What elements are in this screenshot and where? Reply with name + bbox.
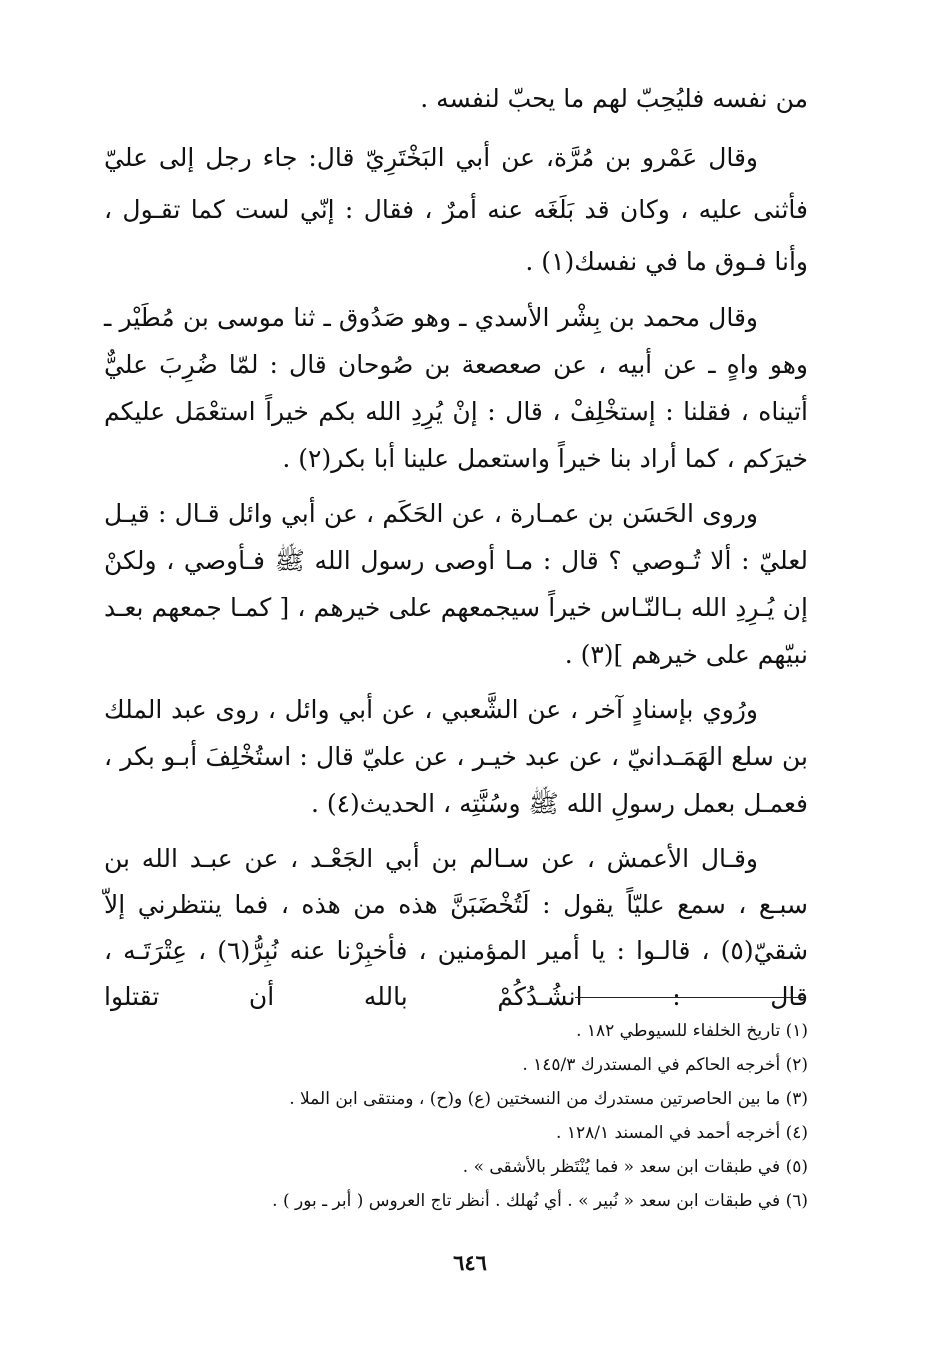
footnote-2: (٢) أخرجه الحاكم في المستدرك ١٤٥/٣ . xyxy=(522,1055,808,1075)
footnote-3: (٣) ما بين الحاصرتين مستدرك من النسختين (ع) و(ح) ، ومنتقى ابن الملا . xyxy=(289,1089,808,1109)
footnote-6: (٦) في طبقات ابن سعد « نُبير » . أي نُهلك . أنظر تاج العروس ( أبر ـ بور ) . xyxy=(272,1191,808,1211)
page-number: ٦٤٦ xyxy=(453,1250,487,1275)
footnotes-list xyxy=(240,1014,808,1218)
paragraph-another-isnad: ورُوي بإسنادٍ آخر ، عن الشَّعبي ، عن أبي وائل ، روى عبد الملك بن سلع الهَمَـدانيّ ، عن عبد خيـر ، عن عليّ قال : استُخْلِفَ أبـو بكر ، فعمـل بعمل رسولِ الله ﷺ وسُنَّتِه ، الحديث(٤) . xyxy=(104,695,808,818)
footnote-1: (١) تاريخ الخلفاء للسيوطي ١٨٢ . xyxy=(576,1021,808,1041)
paragraph-al-amash: وقـال الأعمش ، عن سـالم بن أبي الجَعْـد ، عن عبـد الله بن سبـع ، سمع عليّاً يقول : لَتُخْضَبَنَّ هذه من هذه ، فما ينتظرني إلاّ شقيّ(٥) ، قالـوا : يا أمير المؤمنين ، فأخبِرْنا عنه نُبِرُّ(٦) ، عِتْرَتَـه ، قال : انشُـدُكُمْ بالله أن تقتلوا xyxy=(104,844,809,1011)
paragraph-amr-ibn-murra: وقال عَمْرو بن مُرَّة، عن أبي البَخْتَرِيّ قال: جاء رجل إلى عليّ فأثنى عليه ، وكان قد بَلَغَه عنه أمرٌ ، فقال : إنّي لست كما تقـول ، وأنا فـوق ما في نفسك(١) . xyxy=(104,143,808,276)
footnote-separator xyxy=(575,997,805,998)
paragraph-continuation: من نفسه فليُحِبّ لهم ما يحبّ لنفسه . xyxy=(420,84,808,113)
footnote-4: (٤) أخرجه أحمد في المسند ١٢٨/١ . xyxy=(556,1123,808,1143)
paragraph-hasan-ibn-umara: وروى الحَسَن بن عمـارة ، عن الحَكَم ، عن أبي وائل قـال : قيـل لعليّ : ألا تُـوصي ؟ قال : مـا أوصى رسول الله ﷺ فـأوصي ، ولكنْ إن يُـرِدِ الله بـالنّـاس خيراً سيجمعهم على خيرهم ، [ كمـا جمعهم بعـد نبيّهم على خيرهم ](٣) . xyxy=(104,499,808,669)
footnote-5: (٥) في طبقات ابن سعد « فما يُنْتَظر بالأشقى » . xyxy=(462,1157,808,1177)
paragraph-muhammad-ibn-bishr: وقال محمد بن بِشْر الأسدي ـ وهو صَدُوق ـ ثنا موسى بن مُطَيْر ـ وهو واهٍ ـ عن أبيه ، عن صعصعة بن صُوحان قال : لمّا ضُرِبَ عليٌّ أتيناه ، فقلنا : إستخْلِفْ ، قال : إنْ يُرِدِ الله بكم خيراً استعْمَل عليكم خيرَكم ، كما أراد بنا خيراً واستعمل علينا أبا بكر(٢) . xyxy=(104,303,808,473)
